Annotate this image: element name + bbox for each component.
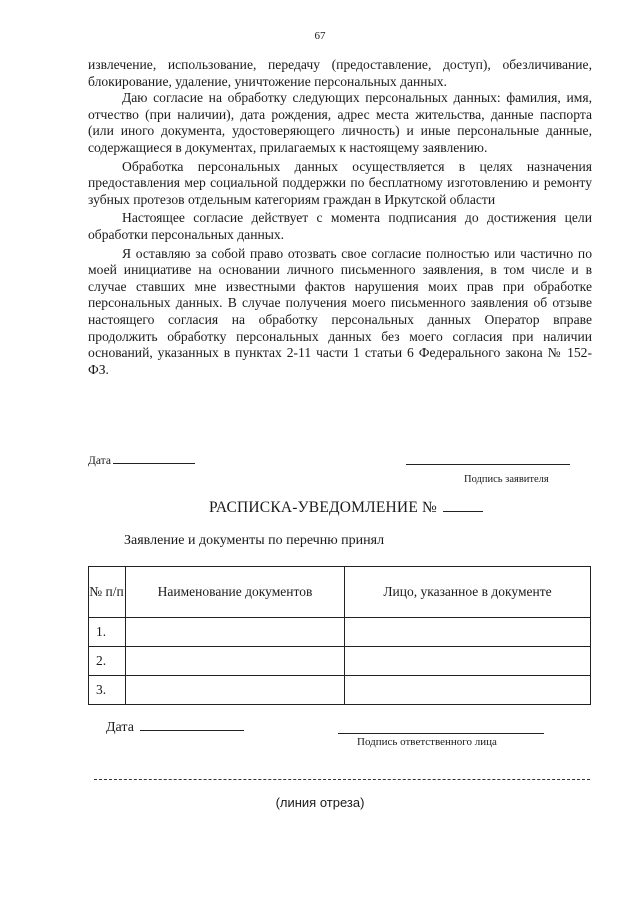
applicant-date-field[interactable]: [113, 452, 195, 464]
paragraph-processing-purpose: Обработка персональных данных осуществляется в целях назначения предоставления мер социальной поддержки по бесплатному изготовлению и ремонту зубных протезов отдельным категориям граждан в Иркутской области: [88, 158, 592, 207]
table-header-row: [89, 567, 591, 618]
receipt-title: [209, 497, 483, 517]
row-num: 3.: [89, 676, 126, 705]
applicant-date-label: Дата: [88, 455, 111, 467]
responsible-date-label: Дата: [106, 720, 134, 735]
responsible-date-block: [106, 718, 244, 736]
row-person[interactable]: [345, 647, 591, 676]
applicant-signature-caption: Подпись заявителя: [464, 474, 549, 485]
documents-table: [88, 566, 591, 705]
receipt-title-text: РАСПИСКА-УВЕДОМЛЕНИЕ №: [209, 499, 438, 516]
header-num: № п/п: [89, 567, 126, 618]
receipt-number-field[interactable]: [443, 497, 483, 512]
paragraph-consent-validity: Настоящее согласие действует с момента подписания до достижения цели обработки персональных данных.: [88, 210, 592, 242]
receipt-accepted-text: Заявление и документы по перечню принял: [124, 533, 385, 548]
paragraph-consent-withdrawal: Я оставляю за собой право отозвать свое согласие полностью или частично по моей инициативе на основании личного письменного заявления, в том числе и в случае ставших мне известными фактов нарушения моих прав при обработке персональных данных. В случае получения моего письменного заявления об отзыве настоящего согласия на обработку персональных данных Оператор вправе продолжить обработку персональных данных без моего согласия при наличии оснований, указанных в пунктах 2-11 части 1 статьи 6 Федерального закона № 152-ФЗ.: [88, 245, 592, 377]
responsible-date-field[interactable]: [140, 718, 244, 731]
responsible-signature-field[interactable]: [338, 733, 544, 734]
applicant-signature-block: [88, 452, 592, 485]
applicant-signature-field[interactable]: [406, 464, 570, 465]
cut-line-label: (линия отреза): [275, 795, 365, 810]
row-document-name[interactable]: [126, 676, 345, 705]
paragraph-data-consent: Даю согласие на обработку следующих персональных данных: фамилия, имя, отчество (при наличии), дата рождения, адрес места жительства, данные паспорта (или иного документа, удостоверяющего личность) и иные персональные данные, содержащиеся в документах, прилагаемых к настоящему заявлению.: [88, 90, 592, 155]
table-row: [89, 618, 591, 647]
row-document-name[interactable]: [126, 647, 345, 676]
header-person: Лицо, указанное в документе: [345, 567, 591, 618]
responsible-signature-caption: Подпись ответственного лица: [357, 736, 497, 748]
page-number: 67: [314, 30, 326, 42]
row-person[interactable]: [345, 676, 591, 705]
row-num: 2.: [89, 647, 126, 676]
table-row: [89, 676, 591, 705]
cut-line: [94, 779, 590, 780]
row-person[interactable]: [345, 618, 591, 647]
row-document-name[interactable]: [126, 618, 345, 647]
header-document-name: Наименование документов: [126, 567, 345, 618]
row-num: 1.: [89, 618, 126, 647]
consent-text: [88, 57, 592, 378]
paragraph-processing-actions: извлечение, использование, передачу (предоставление, доступ), обезличивание, блокирование, удаление, уничтожение персональных данных.: [88, 57, 592, 89]
table-row: [89, 647, 591, 676]
